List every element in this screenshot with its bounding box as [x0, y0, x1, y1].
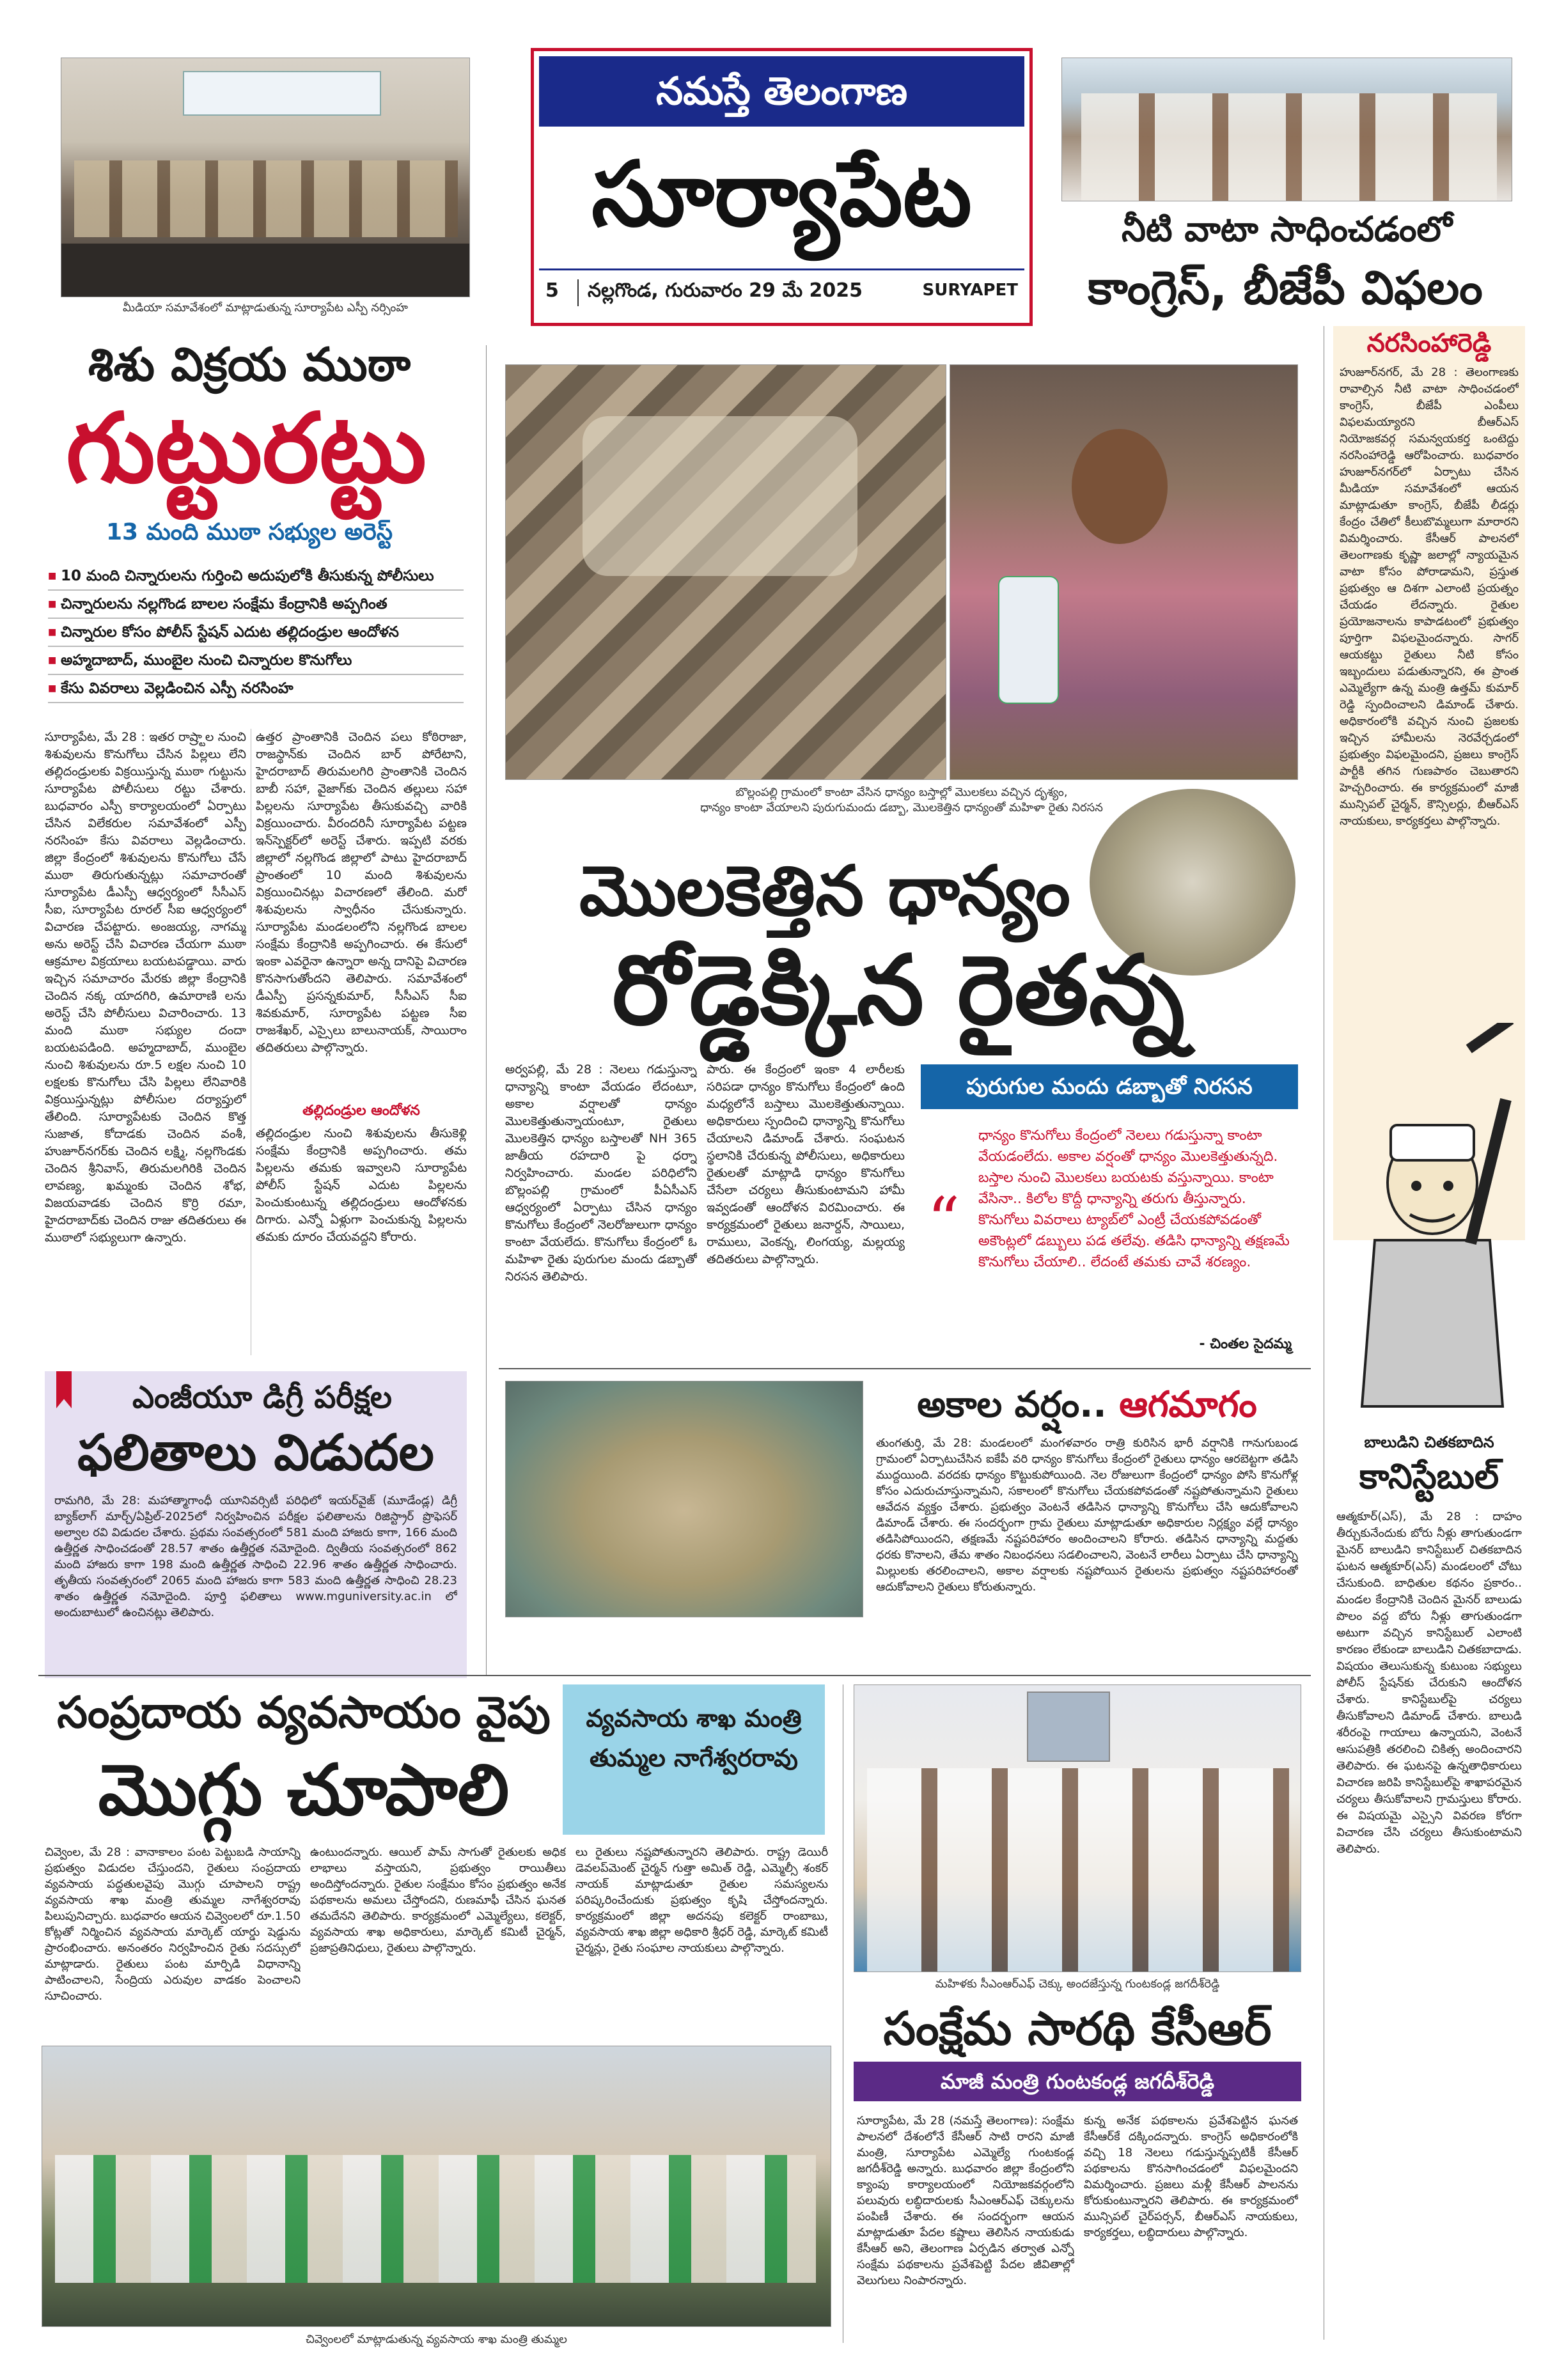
police-bullets	[48, 563, 464, 703]
section-rule	[38, 1675, 1311, 1676]
agri-photo-caption: చివ్వెంలలో మాట్లాడుతున్న వ్యవసాయ శాఖ మంత్రి తుమ్మల	[306, 2333, 567, 2346]
agri-minister-label: వ్యవసాయ శాఖ మంత్రి తుమ్మల నాగేశ్వరరావు	[586, 1704, 802, 1772]
rain-headline	[876, 1381, 1298, 1429]
people-row	[867, 1768, 1289, 1972]
press-table	[61, 244, 470, 297]
police-bullet: ■ కేసు వివరాలు వెల్లడించిన ఎస్పీ నరసింహ	[48, 675, 464, 703]
masthead	[531, 48, 1033, 326]
police-press-photo	[61, 58, 470, 297]
congress-body: హుజూర్‌నగర్, మే 28 : తెలంగాణకు రావాల్సిన నీటి వాటా సాధించడంలో కాంగ్రెస్, బీజేపీ ఎంపీలు విఫలమయ్యారని బీఆర్ఎస్ నియోజకవర్గ సమన్వయకర్త ఒంటెద్దు నరసింహారెడ్డి ఆరోపించారు. బుధవారం హుజూర్‌నగర్‌లో ఏర్పాటు చేసిన మీడియా సమావేశంలో ఆయన మాట్లాడుతూ కాంగ్రెస్, బీజేపీ లీడర్లు కేంద్రం చేతిలో కీలుబొమ్మలుగా మారారని విమర్శించారు. కేసీఆర్ పాలనలో తెలంగాణకు కృష్ణా జలాల్లో న్యాయమైన వాటా కోసం పోరాడామని, ప్రస్తుత ప్రభుత్వం ఆ దిశగా ఎలాంటి ప్రయత్నం చేయడం లేదన్నారు. రైతుల ప్రయోజనాలను కాపాడటంలో ప్రభుత్వం పూర్తిగా విఫలమైందన్నారు. సాగర్ ఆయకట్టు రైతులు నీటి కోసం ఇబ్బందులు పడుతున్నారని, ఈ ప్రాంత ఎమ్మెల్యేగా ఉన్న మంత్రి ఉత్తమ్ కుమార్ రెడ్డి స్పందించాలని డిమాండ్ చేశారు. అధికారంలోకి వచ్చిన నుంచి ప్రజలకు ఇచ్చిన హామీలను నెరవేర్చడంలో ప్రభుత్వం విఫలమైందని, ప్రజలు కాంగ్రెస్ పార్టీకి తగిన గుణపాఠం చెబుతారని హెచ్చరించారు. ఈ కార్యక్రమంలో మాజీ మున్సిపల్ చైర్మన్, కౌన్సిలర్లు, బీఆర్ఎస్ నాయకులు, కార్యకర్తలు పాల్గొన్నారు.	[1340, 366, 1519, 828]
kcr-portrait	[1027, 1692, 1110, 1762]
police-body-col2: ఉత్తర ప్రాంతానికి చెందిన పలు కోఠిరాజా, రాజస్థాన్‌కు చెందిన బార్ పోరేటాని, హైదరాబాద్ తిరుమలగిరి ప్రాంతానికి చెందిన బాబీ సహా, వైజాగ్‌కు చెందిన తల్లులు సహా పిల్లలను సూర్యాపేట తీసుకువచ్చి వారికి విక్రయించారు. వీరందరినీ సూర్యాపేట పట్టణ ఇన్‌స్పెక్టర్‌లో అరెస్ట్ చేశారు. ఇప్పటి వరకు జిల్లాలో నల్లగొండ జిల్లాలో పాటు హైదరాబాద్ ప్రాంతంలో 10 మంది శిశువులను విక్రయించినట్లు విచారణలో తేలింది. మరో శిశువులను స్వాధీనం చేసుకున్నారు. సూర్యాపేట మండలంలోని నల్లగొండ బాలల సంక్షేమ కేంద్రానికి అప్పగించారు. ఈ కేసులో ఇంకా ఎవరైనా ఉన్నారా అన్న దానిపై విచారణ కొనసాగుతోందని తెలిపారు. సమావేశంలో డీఎస్పీ ప్రసన్నకుమార్, సీసీఎస్ సీఐ శివకుమార్, సూర్యాపేట పట్టణ సీఐ రాజశేఖర్, ఎస్సైలు బాలునాయక్, సాయిరాం తదితరులు పాల్గొన్నారు.	[256, 730, 467, 1055]
masthead-district: సూర్యాపేట	[591, 143, 972, 247]
police-subsection-head: తల్లిదండ్రుల ఆందోళన	[302, 1103, 420, 1119]
grain-subhead: పురుగుల మందు డబ్బాతో నిరసన	[966, 1074, 1253, 1100]
grain-headline-2: రోడ్డెక్కిన రైతన్న	[612, 935, 1185, 1046]
kcr-body-col1: సూర్యాపేట, మే 28 (నమస్తే తెలంగాణ): సంక్షేమ పాలనలో దేశంలోనే కేసీఆర్ సాటి రారని మాజీ మంత్రి, సూర్యాపేట ఎమ్మెల్యే గుంటకండ్ల జగదీశ్‌రెడ్డి అన్నారు. బుధవారం జిల్లా కేంద్రంలోని క్యాంపు కార్యాలయంలో నియోజకవర్గంలోని పలువురు లబ్ధిదారులకు సీఎంఆర్‌ఎఫ్ చెక్కులను పంపిణీ చేశారు. ఈ సందర్భంగా ఆయన మాట్లాడుతూ పేదల కష్టాలు తెలిసిన నాయకుడు కేసీఆర్ అని, తెలంగాణ ఏర్పడిన తర్వాత ఎన్నో సంక్షేమ పథకాలను ప్రవేశపెట్టి పేదల జీవితాల్లో వెలుగులు నింపారన్నారు.	[857, 2114, 1074, 2287]
police-body-col1: సూర్యాపేట, మే 28 : ఇతర రాష్ర్టాల నుంచి శిశువులను కొనుగోలు చేసిన పిల్లలు లేని తల్లిదండ్రులకు విక్రయిస్తున్న ముఠా గుట్టును సూర్యాపేట పోలీసులు రట్టు చేశారు. బుధవారం ఎస్పీ కార్యాలయంలో ఏర్పాటు చేసిన విలేకరుల సమావేశంలో ఎస్పీ నరసింహ కేసు వివరాలు వెల్లడించారు. జిల్లా కేంద్రంలో శిశువులను కొనుగోలు చేసే ముఠా తిరుగుతున్నట్లు సమాచారంతో సూర్యాపేట డీఎస్పీ ఆధ్వర్యంలో సీసీఎస్ సీఐ, సూర్యాపేట రూరల్ సీఐ ఆధ్వర్యంలో విచారణ చేపట్టారు. అంజయ్య, నాగమ్మ అను అరెస్ట్ చేసి విచారణ చేయగా ముఠా ఆక్రమాల విక్రయాలు బయటపడ్డాయి. వారు ఇచ్చిన సమాచారం మేరకు జిల్లా కేంద్రానికి చెందిన నక్క యాదగిరి, ఉమారాణి లను అరెస్ట్ చేసి పోలీసులు విచారించారు. 13 మంది ముఠా సభ్యుల దందా బయటపడింది. అహ్మదాబాద్, ముంబైల నుంచి శిశువులను రూ.5 లక్షల నుంచి 10 లక్షలకు కొనుగోలు చేసి పిల్లలు లేనివారికి విక్రయిస్తున్నట్లు పోలీసుల దర్యాప్తులో తేలింది. సూర్యాపేటకు చెందిన కొత్త సుజాత, కోదాడకు చెందిన వంశీ, హుజూర్‌నగర్‌కు చెందిన లక్ష్మి, నల్లగొండకు చెందిన శ్రీనివాస్, తిరుమలగిరికి చెందిన లావణ్య, ఖమ్మంకు చెందిన శోభ, విజయవాడకు చెందిన కొర్రి రమా, హైదరాబాద్‌కు చెందిన రాజు తదితరులు ఈ ముఠాలో సభ్యులుగా ఉన్నారు.	[45, 730, 246, 1245]
agri-body-col1: చివ్వెంల, మే 28 : వానాకాలం పంట పెట్టుబడి సాయాన్ని ప్రభుత్వం విడుదల చేస్తుందని, రైతులు సంప్రదాయ వ్యవసాయ పద్ధతులవైపు మొగ్గు చూపాలని రాష్ట్ర వ్యవసాయ శాఖ మంత్రి తుమ్మల నాగేశ్వరరావు పిలుపునిచ్చారు. బుధవారం ఆయన చివ్వెంలలో రూ.1.50 కోట్లతో నిర్మించిన వ్యవసాయ మార్కెట్ యార్డు షెడ్డును ప్రారంభించారు. అనంతరం నిర్వహించిన రైతు సదస్సులో మాట్లాడారు. రైతులు పంట మార్పిడి విధానాన్ని పాటించాలని, సేంద్రియ ఎరువుల వాడకం పెంచాలని సూచించారు.	[45, 1846, 301, 2003]
grain-quote-by: - చింతల సైదమ్మ	[1199, 1336, 1292, 1352]
agri-kicker: సంప్రదాయ వ్యవసాయం వైపు	[57, 1688, 551, 1738]
pesticide-bottle	[998, 576, 1059, 704]
kcr-photo-caption: మహిళకు సీఎంఆర్‌ఎఫ్ చెక్కు అందజేస్తున్న గుంటకండ్ల జగదీశ్‌రెడ్డి	[935, 1977, 1220, 1991]
section-rule	[499, 1368, 1311, 1369]
congress-author: నరసింహారెడ్డి	[1366, 329, 1492, 358]
rain-body: తుంగతుర్తి, మే 28: మండలంలో మంగళవారం రాత్రి కురిసిన భారీ వర్షానికి గానుగుబండ గ్రామంలో ఏర్పాటుచేసిన ఐకేపీ వరి ధాన్యం కొనుగోలు కేంద్రంలో రైతులు ధాన్యం ఆరబెట్టగా తడిసి ముద్దయింది. వరదకు ధాన్యం కొట్టుకుపోయింది. నెల రోజులుగా కేంద్రంలో ధాన్యం పోసి కొనుగోళ్ల కోసం ఎదురుచూస్తున్నామని, సకాలంలో కొనుగోలు చేయకపోవడంతో నష్టపోతున్నామని రైతులు ఆవేదన వ్యక్తం చేశారు. ప్రభుత్వం వెంటనే తడిసిన ధాన్యాన్ని కొనుగోలు చేసి ఆదుకోవాలని డిమాండ్ చేశారు. ఈ సందర్భంగా గ్రామ రైతులు మాట్లాడుతూ అధికారుల నిర్లక్ష్యం వల్లే ధాన్యం తడిసిపోయిందని, తక్షణమే నష్టపరిహారం అందించాలని కోరారు. తడిసిన ధాన్యాన్ని మద్దతు ధరకు కొనాలని, తేమ శాతం నిబంధనలు సడలించాలని, వెంటనే లారీలు ఏర్పాటు చేసి ధాన్యాన్ని మిల్లులకు తరలించాలని, అకాల వర్షాలకు నష్టపోయిన రైతులను ప్రభుత్వం నష్టపరిహారంతో ఆదుకోవాలని రైతులు కోరుతున్నారు.	[876, 1436, 1298, 1594]
constable-headline: కానిస్టేబుల్	[1359, 1456, 1499, 1497]
agri-headline: మొగ్గు చూపాలి	[98, 1749, 510, 1831]
agri-side-box	[563, 1684, 825, 1835]
degree-kicker: ఎంజీయూ డిగ్రీ పరీక్షల	[132, 1380, 392, 1415]
degree-box	[45, 1371, 467, 1678]
grain-caption-line2: ధాన్యం కాంటా వేయాలని పురుగుమందు డబ్బా, మొలకెత్తిన ధాన్యంతో మహిళా రైతు నిరసన	[700, 801, 1103, 814]
kcr-body-col2: కున్న అనేక పథకాలను ప్రవేశపెట్టిన ఘనత కేసీఆర్‌కే దక్కిందన్నారు. కాంగ్రెస్ అధికారంలోకి వచ్చి 18 నెలలు గడుస్తున్నప్పటికీ కేసీఆర్ పథకాలను కొనసాగించడంలో విఫలమైందని విమర్శించారు. ప్రజలు మళ్లీ కేసీఆర్ పాలనను కోరుకుంటున్నారని తెలిపారు. ఈ కార్యక్రమంలో మున్సిపల్ చైర్‌పర్సన్, బీఆర్ఎస్ నాయకులు, కార్యకర్తలు, లబ్ధిదారులు పాల్గొన్నారు.	[1084, 2114, 1298, 2239]
grain-sacks-photo	[505, 364, 946, 780]
congress-kicker: నీటి వాటా సాధించడంలో	[1121, 209, 1453, 249]
quote-mark-icon: “	[927, 1183, 960, 1258]
edition-name: SURYAPET	[922, 281, 1018, 300]
congress-press-photo	[1061, 58, 1512, 201]
degree-headline: ఫలితాలు విడుదల	[77, 1424, 434, 1482]
page-number: 5	[545, 279, 559, 302]
degree-body: రామగిరి, మే 28: మహాత్మాగాంధీ యూనివర్సిటీ పరిధిలో ఇయర్‌వైజ్ (మూడేండ్ల) డిగ్రీ బ్యాక్‌లాగ్ మార్చ్/ఏప్రిల్-2025లో నిర్వహించిన పరీక్షల ఫలితాలను రిజిస్ట్రార్ ప్రొఫెసర్ అల్వాల రవి విడుదల చేశారు. ప్రథమ సంవత్సరంలో 581 మంది హాజరు కాగా, 166 మంది ఉత్తీర్ణత సాధించడంతో 28.57 శాతం ఉత్తీర్ణత నమోదైంది. ద్వితీయ సంవత్సరంలో 862 మంది హాజరు కాగా 198 మంది ఉత్తీర్ణత సాధించి 22.96 శాతం ఉత్తీర్ణత సాధించారు. తృతీయ సంవత్సరంలో 2065 మంది హాజరు కాగా 583 మంది ఉత్తీర్ణత సాధించి 28.23 శాతం ఉత్తీర్ణత నమోదైంది. పూర్తి ఫలితాలు www.mguniversity.ac.in లో అందుబాటులో ఉంచినట్లు తెలిపారు.	[54, 1494, 457, 1619]
cheque-distribution-photo	[854, 1684, 1301, 1972]
agri-body-col3: లు రైతులు నష్టపోతున్నారని తెలిపారు. రాష్ట్ర డెయిరీ డెవలప్‌మెంట్ చైర్మన్ గుత్తా అమిత్ రెడ్డి, ఎమ్మెల్సీ శంకర్ నాయక్ మాట్లాడుతూ రైతుల సమస్యలను పరిష్కరించేందుకు ప్రభుత్వం కృషి చేస్తోందన్నారు. కార్యక్రమంలో జిల్లా అదనపు కలెక్టర్ రాంబాబు, వ్యవసాయ శాఖ జిల్లా అధికారి శ్రీధర్ రెడ్డి, మార్కెట్ కమిటీ చైర్మన్లు, రైతు సంఘాల నాయకులు పాల్గొన్నారు.	[575, 1846, 828, 1955]
farmer-face	[1072, 429, 1168, 544]
police-headline: గుట్టురట్టు	[66, 393, 426, 504]
police-kicker: శిశు విక్రయ ముఠా	[88, 338, 411, 391]
police-body-col2-after: తల్లిదండ్రుల నుంచి శిశువులను తీసుకెళ్లి సంక్షేమ కేంద్రానికి అప్పగించారు. తమ పిల్లలను తమకు ఇవ్వాలని సూర్యాపేట పోలీస్ స్టేషన్ ఎదుట పిల్లలను పెంచుకుంటున్న తల్లిదండ్రులు ఆందోళనకు దిగారు. ఎన్నో ఏళ్లుగా పెంచుకున్న పిల్లలను తమకు దూరం చేయవద్దని కోరారు.	[256, 1126, 467, 1244]
police-officers-row	[74, 160, 458, 237]
grain-headline-1: మొలకెత్తిన ధాన్యం	[579, 852, 1070, 931]
police-photo-caption: మీడియా సమావేశంలో మాట్లాడుతున్న సూర్యాపేట ఎస్పీ నర్సింహ	[123, 301, 408, 315]
sack-highlight	[583, 416, 857, 576]
constable-kicker: బాలుడిని చితకబాదిన	[1364, 1433, 1494, 1451]
police-subhead: 13 మంది ముఠా సభ్యుల అరెస్ట్	[106, 519, 393, 545]
rain-headline-a: అకాల వర్షం..	[917, 1384, 1107, 1426]
column-rule	[486, 345, 487, 1675]
constable-body: ఆత్మకూర్(ఎస్), మే 28 : దాహం తీర్చుకునేందుకు బోరు నీళ్లు తాగుతుండగా మైనర్ బాలుడిని కానిస్టేబుల్ చితకబాదిన ఘటన ఆత్మకూర్(ఎస్) మండలంలో చోటు చేసుకుంది. బాధితుల కథనం ప్రకారం.. మండల కేంద్రానికి చెందిన మైనర్ బాలుడు పొలం వద్ద బోరు నీళ్లు తాగుతుండగా అటుగా వచ్చిన కానిస్టేబుల్ ఎలాంటి కారణం లేకుండా బాలుడిని చితకబాదాడు. విషయం తెలుసుకున్న కుటుంబ సభ్యులు పోలీస్ స్టేషన్‌కు చేరుకుని ఆందోళన చేశారు. కానిస్టేబుల్‌పై చర్యలు తీసుకోవాలని డిమాండ్ చేశారు. బాలుడి శరీరంపై గాయాలు ఉన్నాయని, వెంటనే ఆసుపత్రికి తరలించి చికిత్స అందించారని తెలిపారు. ఈ ఘటనపై ఉన్నతాధికారులు విచారణ జరిపి కానిస్టేబుల్‌పై శాఖాపరమైన చర్యలు తీసుకోవాలని గ్రామస్తులు కోరారు. ఈ విషయమై ఎస్సైని వివరణ కోరగా విచారణ చేసి చర్యలు తీసుకుంటామని తెలిపారు.	[1336, 1510, 1522, 1856]
masthead-brand: నమస్తే తెలంగాణ	[655, 69, 908, 114]
grain-body-col1: అర్వపల్లి, మే 28 : నెలలు గడుస్తున్నా ధాన్యాన్ని కాంటా వేయడం లేదంటూ, అకాల వర్షాలతో ధాన్యం మొలకెత్తుతున్నాయంటూ, రైతులు మొలకెత్తిన ధాన్యం బస్తాలతో NH 365 జాతీయ రహదారి పై ధర్నా నిర్వహించారు. మండల పరిధిలోని బొల్లంపల్లి గ్రామంలో పీఏసీఎస్ ఆధ్వర్యంలో ఏర్పాటు చేసిన ధాన్యం కొనుగోలు కేంద్రంలో నెలరోజులుగా ధాన్యం కాంటా వేయలేదు. కొనుగోలు కేంద్రంలో ఓ మహిళా రైతు పురుగుల మందు డబ్బాతో నిరసన తెలిపారు.	[505, 1062, 697, 1284]
police-bullet: ■ అహ్మదాబాద్, ముంబైల నుంచి చిన్నారుల కొనుగోలు	[48, 647, 464, 675]
agri-meeting-photo	[42, 2046, 831, 2327]
woman-farmer-photo	[950, 364, 1298, 780]
grain-quote: ధాన్యం కొనుగోలు కేంద్రంలో నెలలు గడుస్తున్నా కాంటా వేయడంలేదు. అకాల వర్షంతో ధాన్యం మొలకెత్తుతున్నది. బస్తాల నుంచి మొలకలు బయటకు వస్తున్నాయి. కాంటా వేసినా.. కిలోల కొద్దీ ధాన్యాన్ని తరుగు తీస్తున్నారు. కొనుగోలు వివరాలు ట్యాబ్‌లో ఎంట్రీ చేయకపోవడంతో అకౌంట్లలో డబ్బులు పడ తలేవు. తడిసి ధాన్యాన్ని తక్షణమే కొనుగోలు చేయాలి.. లేదంటే తమకు చావే శరణ్యం.	[978, 1128, 1290, 1270]
police-bullet: ■ చిన్నారులను నల్లగొండ బాలల సంక్షేమ కేంద్రానికి అప్పగింత	[48, 591, 464, 619]
leaders-group	[1081, 93, 1497, 201]
congress-headline: కాంగ్రెస్, బీజేపీ విఫలం	[1088, 261, 1483, 315]
grain-caption-line1: బొల్లంపల్లి గ్రామంలో కాంటా వేసిన ధాన్యం బస్తాల్లో మొలకలు వచ్చిన దృశ్యం,	[735, 786, 1068, 799]
policeman-illustration	[1336, 1023, 1522, 1419]
agri-body-col2: ఉంటుందన్నారు. ఆయిల్ పామ్ సాగుతో రైతులకు అధిక లాభాలు వస్తాయని, ప్రభుత్వం రాయితీలు అందిస్తోందన్నారు. రైతుల సంక్షేమం కోసం ప్రభుత్వం అనేక పథకాలను అమలు చేస్తోందని, రుణమాఫీ చేసిన ఘనత తమదేనని తెలిపారు. కార్యక్రమంలో ఎమ్మెల్యేలు, కలెక్టర్, వ్యవసాయ శాఖ అధికారులు, మార్కెట్ కమిటీ చైర్మన్, ప్రజాప్రతినిధులు, రైతులు పాల్గొన్నారు.	[310, 1846, 566, 1955]
wet-grain-photo	[505, 1381, 863, 1617]
press-banner	[183, 71, 381, 116]
rain-headline-b: ఆగమాగం	[1119, 1384, 1257, 1426]
police-bullet: ■ 10 మంది చిన్నారులను గుర్తించి అదుపులోకి తీసుకున్న పోలీసులు	[48, 563, 464, 591]
grain-body-col2: పారు. ఈ కేంద్రంలో ఇంకా 4 లారీలకు సరిపడా ధాన్యం కొనుగోలు కేంద్రంలో ఉంది మధ్యలోనే బస్తాలు మొలకెత్తుతున్నాయి. అధికారులు స్పందించి ధాన్యాన్ని కొనుగోలు చేయాలని డిమాండ్ చేశారు. సంఘటన స్థలానికి చేరుకున్న పోలీసులు, అధికారులు రైతులతో మాట్లాడి ధాన్యం కొనుగోలు చేసేలా చర్యలు తీసుకుంటామని హామీ ఇవ్వడంతో ఆందోళన విరమించారు. ఈ కార్యక్రమంలో రైతులు జనార్దన్, సాయిలు, రాములు, వెంకన్న, లింగయ్య, మల్లయ్య తదితరులు పాల్గొన్నారు.	[707, 1062, 905, 1266]
masthead-dateline-row	[539, 268, 1024, 313]
kcr-headline: సంక్షేమ సారథి కేసీఆర్	[883, 2002, 1272, 2055]
police-bullet: ■ చిన్నారుల కోసం పోలీస్ స్టేషన్ ఎదుట తల్లిదండ్రుల ఆందోళన	[48, 619, 464, 647]
green-scarves-row	[55, 2155, 816, 2283]
kcr-subhead: మాజీ మంత్రి గుంటకండ్ల జగదీశ్‌రెడ్డి	[940, 2069, 1215, 2094]
bookmark-icon	[56, 1371, 72, 1408]
constable-cartoon	[1336, 1023, 1522, 1419]
dateline: నల్లగొండ, గురువారం 29 మే 2025	[577, 279, 863, 306]
